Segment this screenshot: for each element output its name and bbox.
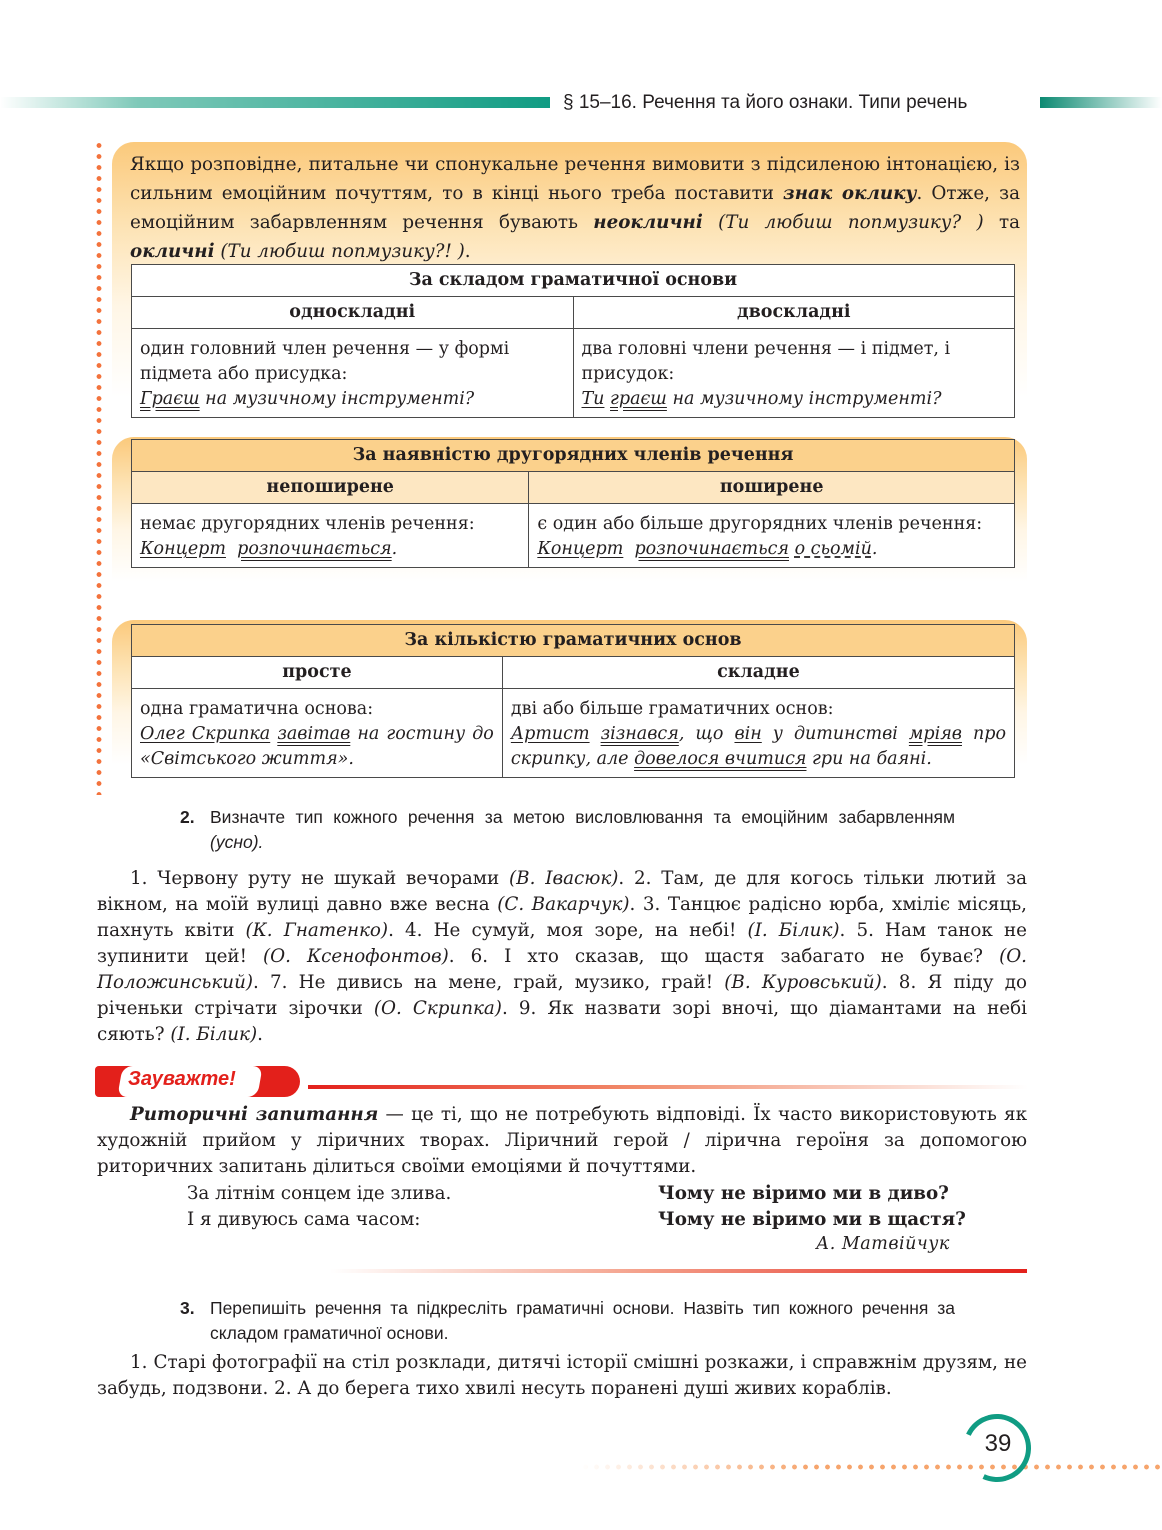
cell-text: дві або більше граматичних основ: [510,699,834,719]
subject: він [734,724,762,744]
predicate: зізнався [600,724,679,744]
predicate: довелося вчитися [634,749,807,769]
column-header: складне [502,657,1014,689]
table-title: За складом граматичної основи [132,265,1015,297]
dotted-rule [96,140,102,795]
table-title: За наявністю другорядних членів речення [132,440,1015,472]
poem-line: І я дивуюсь сама часом: [187,1209,421,1230]
secondary-member: о сьомій [794,539,872,559]
task-instruction [210,805,955,855]
column-header: односкладні [132,297,574,329]
page-number: 39 [984,1430,1012,1457]
section-title: § 15–16. Речення та його ознаки. Типи речень [563,92,968,113]
subject: Олег Скрипка [140,724,271,744]
subject: Концерт [140,539,226,559]
footer-dots [580,1463,1160,1471]
table-cell [573,329,1015,418]
intro-text: та [983,212,1020,233]
sentence: . 5. Нам танок не зупинити цей! [97,920,1027,967]
example-text: гри на баяні. [806,749,932,769]
note-paragraph [97,1102,1027,1180]
task-note: (усно). [210,832,264,852]
intro-example: (Ти любиш попмузику? ) [702,212,984,233]
poem-author: А. Матвійчук [816,1234,950,1254]
table-cell [529,504,1015,568]
note-decor-line [308,1085,1028,1089]
sentence: . 9. Як назвати зорі вночі, що діамантами на небі сяють? [97,998,1027,1045]
task-text: Визначте тип кожного речення за метою висловлювання та емоційним забарвленням [210,807,955,827]
note-term: Риторичні запитання [130,1104,379,1125]
sentence: . 6. І хто сказав, що щастя забагато не буває? [448,946,1000,967]
note-text: — це ті, що не потребують відповіді. Їх часто використовують як художній прийом у ліричних творах. Ліричний герой / лірична героїня за допомогою риторичних запитань ділиться своїми емоціями й почуттями. [97,1104,1027,1177]
author: (О. Ксенофонтов) [263,946,449,967]
poem-left [187,1181,451,1233]
subject: Артист [510,724,590,744]
author: (С. Вакарчук) [497,894,630,915]
table-cell [132,689,503,778]
task-number: 3. [180,1298,195,1318]
exercise-paragraph [97,866,1027,1048]
intro-example: (Ти любиш попмузику?! ) [214,241,465,262]
subject: Ти [581,389,605,409]
sentence: . 7. Не дивись на мене, грай, музико, грай! [252,972,725,993]
note-label: Зауважте! [128,1068,236,1090]
sentence: . 4. Не сумуй, моя зоре, на небі! [388,920,748,941]
subject: Концерт [537,539,624,559]
table-cell [132,504,529,568]
poem-line: Чому не віримо ми в щастя? [658,1209,966,1230]
example-text: на музичному інструменті? [666,389,942,409]
cell-text: два головні члени речення — і підмет, і присудок: [581,339,951,384]
author: (О. Положинський) [97,946,1027,993]
table-cell [132,329,574,418]
term-exclamatory: окличні [130,241,215,262]
example-text: на музичному інструменті? [199,389,475,409]
predicate: завітав [277,724,351,744]
term-exclamation-mark: знак оклику [783,183,917,204]
header-decor-bar-right [1040,97,1162,108]
intro-paragraph [130,150,1020,266]
poem-line: Чому не віримо ми в диво? [658,1183,949,1204]
author: (В. Івасюк) [509,868,619,889]
table-title: За кількістю граматичних основ [132,625,1015,657]
table-grammatical-basis [131,264,1015,418]
sentence: . 3. Танцює радісно юрба, хміліє місяць, пахнуть квіти [97,894,1027,941]
sentence: . 2. Там, де для когось тільки лютий за вікном, на моїй вулиці давно вже весна [97,868,1027,915]
cell-text: одна граматична основа: [140,699,374,719]
column-header: непоширене [132,472,529,504]
header-decor-bar-left [0,97,550,108]
poem-line: За літнім сонцем іде злива. [187,1183,452,1204]
note-decor-line [330,1269,1027,1273]
column-header: просте [132,657,503,689]
column-header: поширене [529,472,1015,504]
task-instruction: Перепишіть речення та підкресліть граматичні основи. Назвіть тип кожного речення за складом граматичної основи. [210,1298,955,1343]
example-text: у дитинстві [761,724,909,744]
example-text: на гостину до «Світського життя». [140,724,494,769]
author: (І. Білик) [747,920,840,941]
cell-text: один головний член речення — у формі підмета або присудка: [140,339,510,384]
column-header: двоскладні [573,297,1015,329]
predicate: розпочинається [237,539,392,559]
term-non-exclamatory: неокличні [593,212,703,233]
intro-text: Якщо розповідне, питальне чи спонукальне речення вимовити з підсиленою інтонацією, із сильним емоційним почуттям, то в кінці нього треба поставити [130,154,1020,204]
author: (О. Скрипка) [373,998,502,1019]
predicate: розпочинається [634,539,789,559]
sentence: . 8. Я піду до річеньки стрічати зірочки [97,972,1027,1019]
cell-text: немає другорядних членів речення: [140,514,475,534]
cell-text: є один або більше другорядних членів речення: [537,514,983,534]
example-text: . [871,539,878,559]
author: (К. Гнатенко) [245,920,389,941]
exercise-paragraph: 1. Старі фотографії на стіл розклади, дитячі історії смішні розкажи, і справжнім друзям, не забудь, подзвони. 2. А до берега тихо хвилі несуть поранені душі живих кораблів. [97,1352,1027,1399]
author: (І. Білик) [170,1024,258,1045]
table-cell [502,689,1014,778]
example-text: . [391,539,398,559]
sentence: . [257,1024,263,1045]
example-text: про скрипку, але [510,724,1006,769]
sentence: 1. Червону руту не шукай вечорами [130,868,510,889]
predicate: Граєш [140,389,200,409]
intro-text: . [464,241,471,262]
table-secondary-members [131,439,1015,568]
task-number: 2. [180,807,195,827]
table-number-of-bases [131,624,1015,778]
author: (В. Куровський) [724,972,882,993]
predicate: граєш [610,389,667,409]
example-text: , що [678,724,735,744]
predicate: мріяв [908,724,962,744]
poem-right [658,1181,966,1233]
intro-text: . Отже, за емоційним забарвленням речення бувають [130,183,1020,233]
